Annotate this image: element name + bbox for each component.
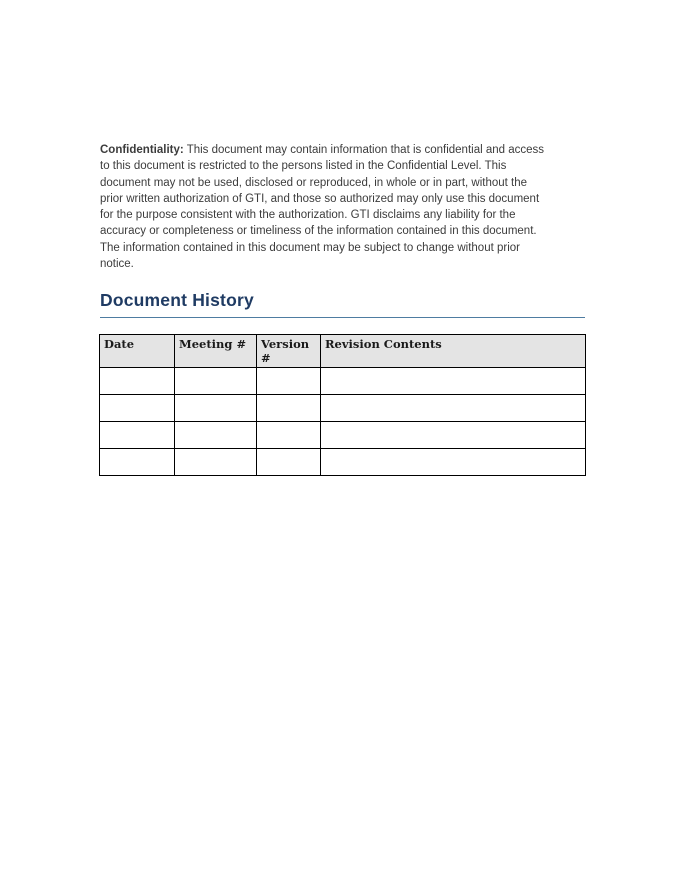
table-cell <box>257 422 321 449</box>
table-row <box>100 395 586 422</box>
paragraph-line: The information contained in this document may be subject to change without prior <box>100 241 520 254</box>
table-row <box>100 449 586 476</box>
paragraph-line: to this document is restricted to the persons listed in the Confidential Level. This <box>100 160 507 173</box>
table-cell <box>321 449 586 476</box>
table-cell <box>100 449 175 476</box>
table-cell <box>100 395 175 422</box>
confidentiality-label: Confidentiality: <box>100 144 184 156</box>
paragraph-line: document may not be used, disclosed or reproduced, in whole or in part, without the <box>100 176 528 189</box>
table-cell <box>257 395 321 422</box>
paragraph-line: This document may contain information that is confidential and access <box>183 144 545 156</box>
table-cell <box>257 368 321 395</box>
table-cell <box>321 395 586 422</box>
table-row <box>100 422 586 449</box>
paragraph-line: accuracy or completeness or timeliness of the information contained in this document. <box>100 225 537 238</box>
paragraph-line: for the purpose consistent with the authorization. GTI disclaims any liability for the <box>100 209 516 222</box>
table-cell <box>175 449 257 476</box>
table-cell <box>175 422 257 449</box>
confidentiality-paragraph <box>100 142 578 272</box>
column-header-version: Version # <box>257 335 321 368</box>
column-header-meeting: Meeting # <box>175 335 257 368</box>
table-header-row <box>100 335 586 368</box>
table-cell <box>175 395 257 422</box>
table-cell <box>175 368 257 395</box>
table-cell <box>321 422 586 449</box>
paragraph-line: prior written authorization of GTI, and those so authorized may only use this document <box>100 192 540 205</box>
section-heading: Document History <box>100 291 585 318</box>
table-cell <box>321 368 586 395</box>
table-row <box>100 368 586 395</box>
document-history-table <box>99 334 586 476</box>
column-header-date: Date <box>100 335 175 368</box>
paragraph-line: notice. <box>100 258 134 271</box>
table-cell <box>257 449 321 476</box>
table-cell <box>100 368 175 395</box>
table-cell <box>100 422 175 449</box>
column-header-revision-contents: Revision Contents <box>321 335 586 368</box>
